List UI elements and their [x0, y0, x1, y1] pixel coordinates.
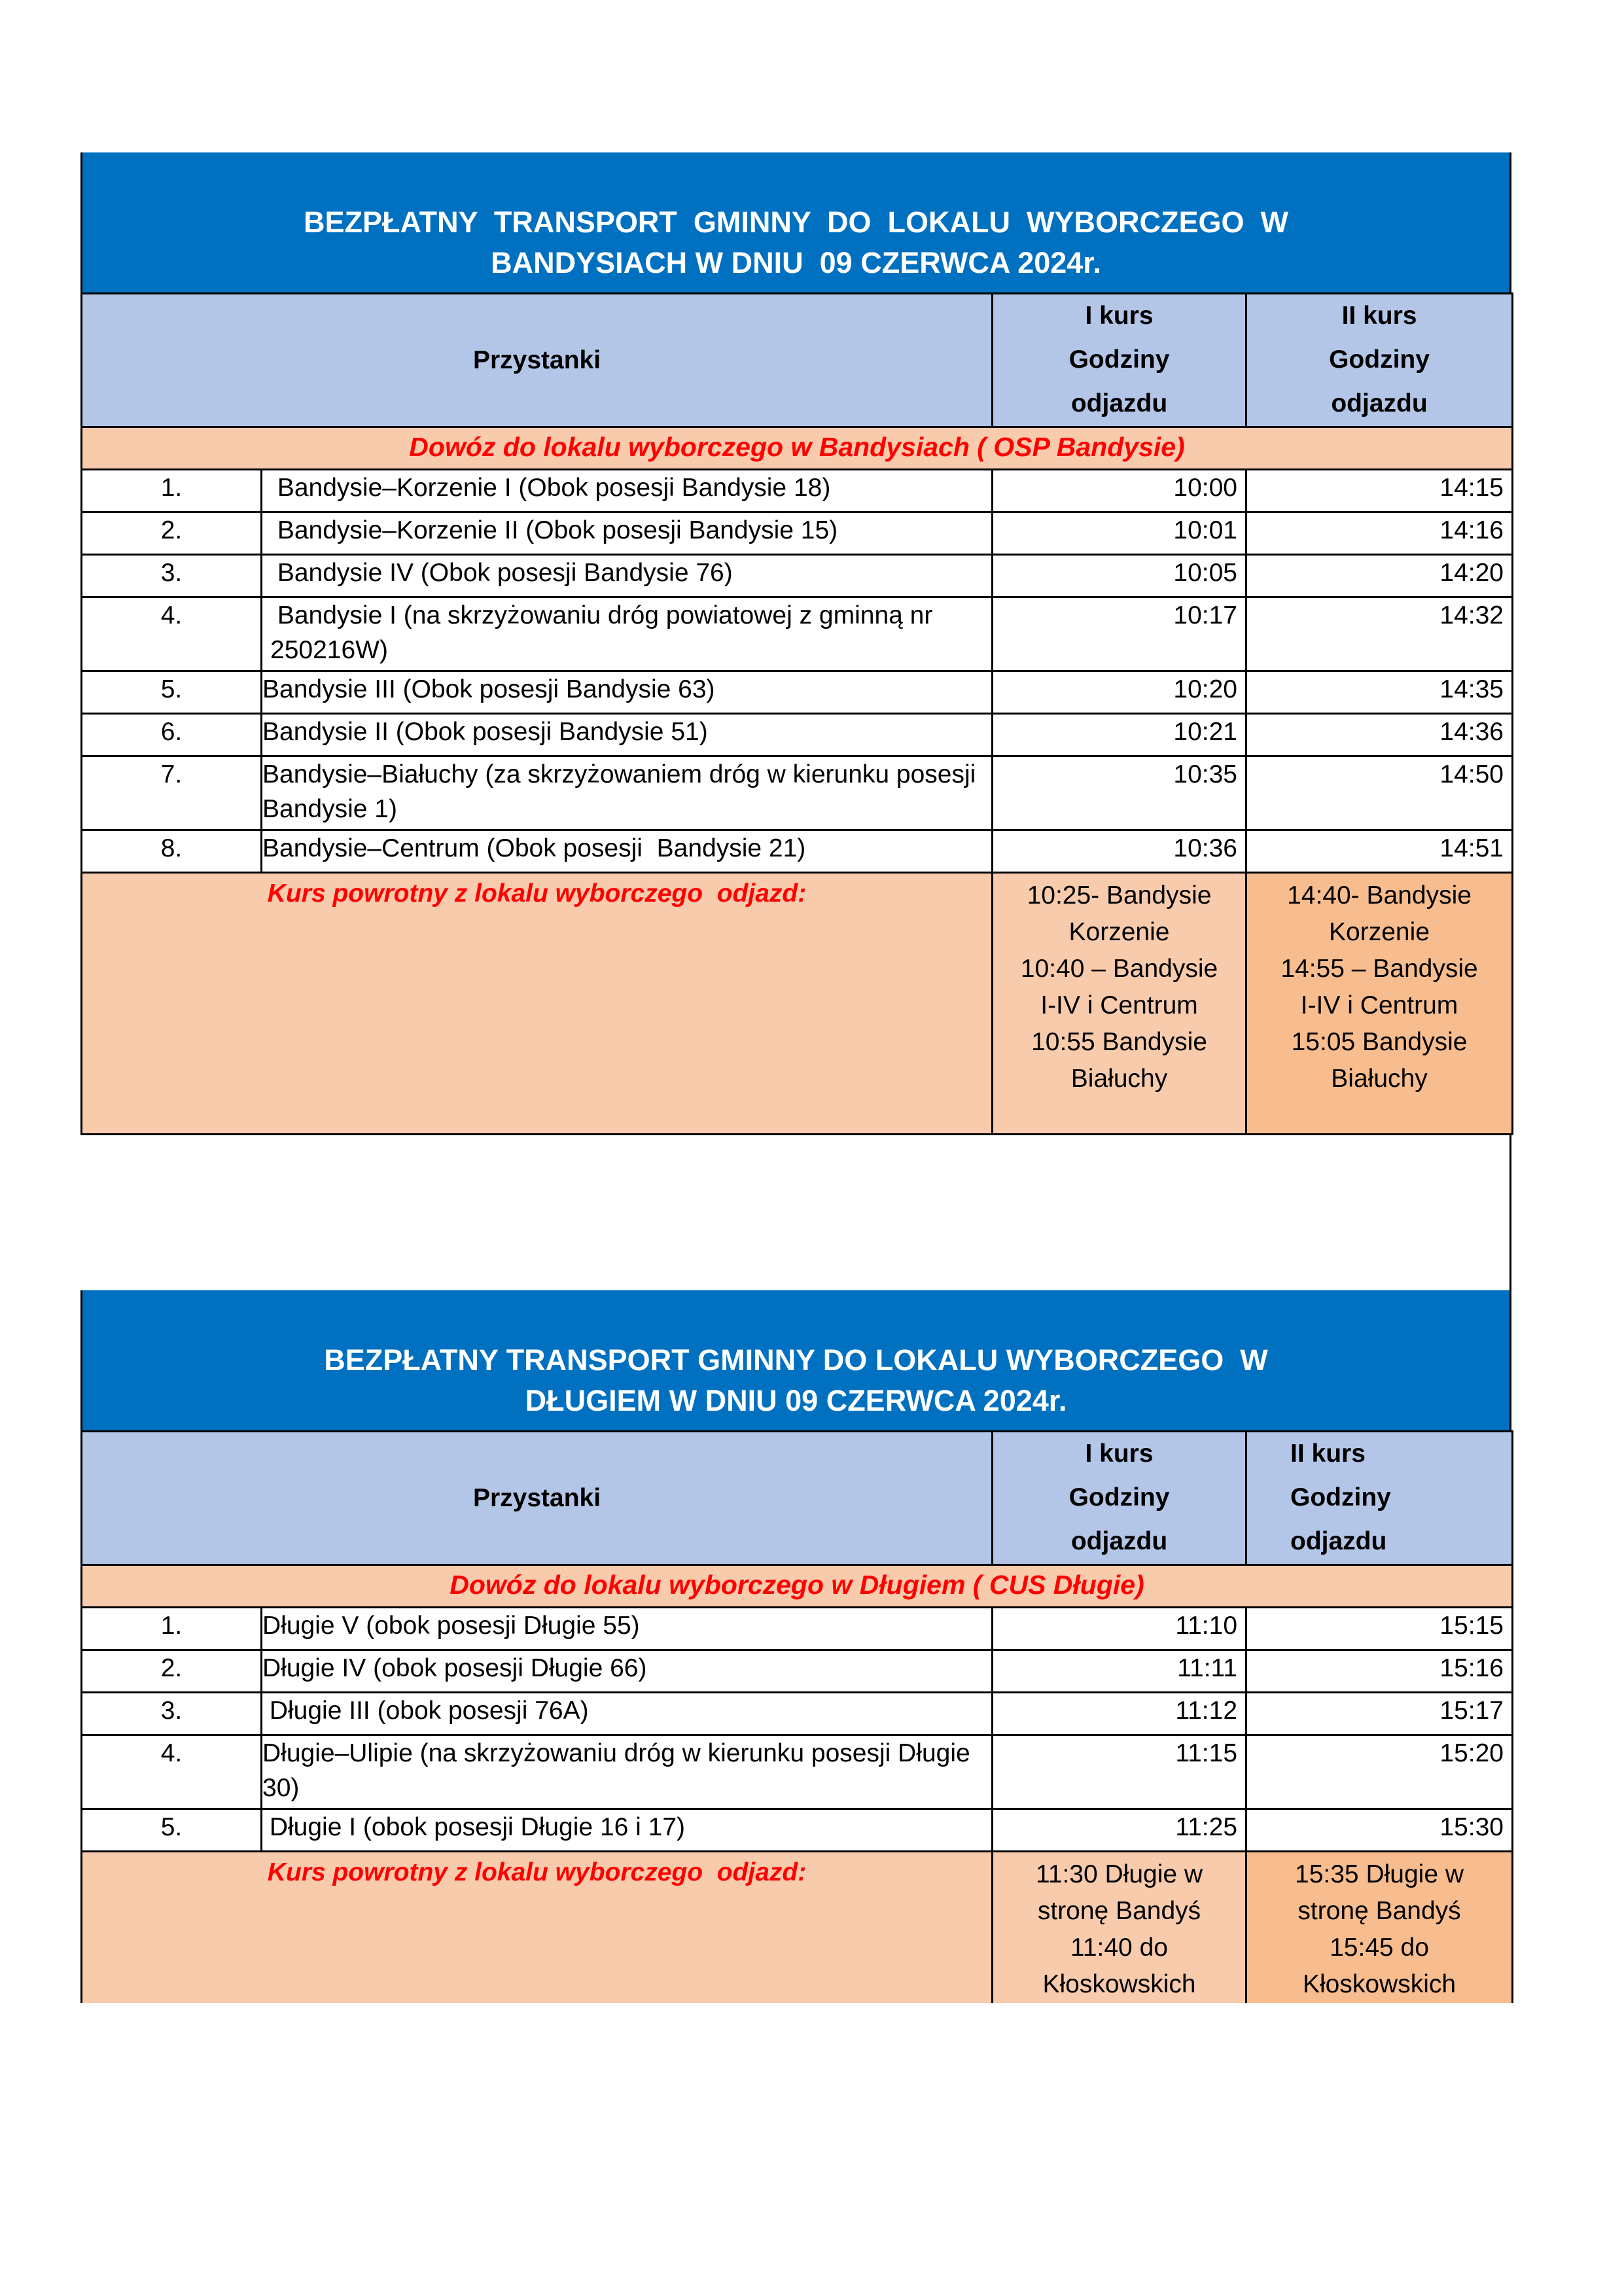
return-label: Kurs powrotny z lokalu wyborczego odjazd:	[82, 873, 993, 1135]
header-stops: Przystanki	[82, 294, 993, 427]
table-title	[80, 152, 1511, 292]
stop-number: 1.	[82, 470, 262, 512]
stop-name: Bandysie IV (Obok posesji Bandysie 76)	[262, 555, 993, 597]
stop-name: Długie III (obok posesji 76A)	[262, 1693, 993, 1735]
time-course-1: 11:12	[993, 1693, 1246, 1735]
stop-name: Bandysie–Białuchy (za skrzyżowaniem dróg w kierunku posesji Bandysie 1)	[262, 756, 993, 830]
stop-number: 6.	[82, 714, 262, 756]
return-line: Korzenie	[1068, 918, 1170, 946]
return-line: 15:35 Długie w	[1295, 1860, 1464, 1888]
title-line-1: BEZPŁATNY TRANSPORT GMINNY DO LOKALU WYBORCZEGO W	[304, 205, 1288, 239]
table-row	[82, 671, 1513, 714]
time-course-2: 14:51	[1246, 830, 1513, 873]
return-times-course-2	[1246, 873, 1513, 1135]
header-course-2-line: Godziny	[1290, 1483, 1391, 1511]
table-row	[82, 470, 1513, 512]
return-line: Kłoskowskich	[1302, 1970, 1456, 1998]
return-line: I-IV i Centrum	[1040, 991, 1198, 1019]
header-course-2	[1246, 1432, 1513, 1565]
return-line: 10:25- Bandysie	[1027, 881, 1212, 910]
time-course-1: 11:10	[993, 1608, 1246, 1650]
stop-name: Bandysie I (na skrzyżowaniu dróg powiatowej z gminną nr 250216W)	[262, 597, 993, 671]
stop-number: 2.	[82, 512, 262, 555]
stop-name: Długie V (obok posesji Długie 55)	[262, 1608, 993, 1650]
stop-number: 4.	[82, 1735, 262, 1809]
stop-name: Bandysie II (Obok posesji Bandysie 51)	[262, 714, 993, 756]
time-course-2: 15:17	[1246, 1693, 1513, 1735]
title-line-2: DŁUGIEM W DNIU 09 CZERWCA 2024r.	[525, 1384, 1067, 1417]
return-line: 15:05 Bandysie	[1291, 1028, 1468, 1056]
schedule-dlugie	[80, 1290, 1511, 2003]
return-times-course-2	[1246, 1852, 1513, 2004]
header-course-2	[1246, 294, 1513, 427]
return-line: Białuchy	[1070, 1065, 1168, 1093]
table-row	[82, 512, 1513, 555]
return-line: 14:40- Bandysie	[1287, 881, 1472, 910]
section-row	[82, 1565, 1513, 1608]
time-course-1: 10:20	[993, 671, 1246, 714]
time-course-2: 15:16	[1246, 1650, 1513, 1693]
time-course-1: 10:05	[993, 555, 1246, 597]
stop-name: Bandysie–Centrum (Obok posesji Bandysie 21)	[262, 830, 993, 873]
stop-name: Bandysie III (Obok posesji Bandysie 63)	[262, 671, 993, 714]
stop-number: 3.	[82, 1693, 262, 1735]
header-course-2-line: odjazdu	[1290, 1527, 1387, 1555]
table-row	[82, 1650, 1513, 1693]
schedule-table	[80, 1430, 1513, 2003]
time-course-2: 14:32	[1246, 597, 1513, 671]
time-course-1: 10:00	[993, 470, 1246, 512]
table-row	[82, 597, 1513, 671]
time-course-2: 14:35	[1246, 671, 1513, 714]
time-course-2: 15:15	[1246, 1608, 1513, 1650]
time-course-1: 10:21	[993, 714, 1246, 756]
return-row	[82, 873, 1513, 1135]
section-label: Dowóz do lokalu wyborczego w Długiem ( CUS Długie)	[82, 1565, 1513, 1608]
schedule-bandysie	[80, 152, 1511, 1290]
return-label: Kurs powrotny z lokalu wyborczego odjazd:	[82, 1852, 993, 2004]
return-line: 14:55 – Bandysie	[1280, 955, 1478, 983]
time-course-1: 10:01	[993, 512, 1246, 555]
stop-number: 4.	[82, 597, 262, 671]
time-course-1: 11:15	[993, 1735, 1246, 1809]
return-row	[82, 1852, 1513, 2004]
return-line: Korzenie	[1329, 918, 1430, 946]
time-course-1: 10:17	[993, 597, 1246, 671]
return-line: stronę Bandyś	[1297, 1897, 1461, 1925]
time-course-2: 14:50	[1246, 756, 1513, 830]
stop-name: Długie IV (obok posesji Długie 66)	[262, 1650, 993, 1693]
time-course-2: 14:20	[1246, 555, 1513, 597]
header-course-2-line: Godziny	[1329, 345, 1430, 374]
stop-number: 1.	[82, 1608, 262, 1650]
table-spacer	[80, 1135, 1511, 1290]
return-times-course-1	[993, 1852, 1246, 2004]
table-row	[82, 1693, 1513, 1735]
table-row	[82, 555, 1513, 597]
section-row	[82, 427, 1513, 470]
stop-name: Długie–Ulipie (na skrzyżowaniu dróg w kierunku posesji Długie 30)	[262, 1735, 993, 1809]
time-course-2: 14:16	[1246, 512, 1513, 555]
table-row	[82, 756, 1513, 830]
time-course-2: 14:15	[1246, 470, 1513, 512]
time-course-1: 11:25	[993, 1809, 1246, 1852]
header-course-1-line: Godziny	[1068, 1483, 1170, 1511]
table-row	[82, 1809, 1513, 1852]
time-course-2: 15:30	[1246, 1809, 1513, 1852]
return-line: 10:55 Bandysie	[1031, 1028, 1207, 1056]
stop-number: 5.	[82, 671, 262, 714]
header-course-1-line: Godziny	[1068, 345, 1170, 374]
time-course-1: 10:35	[993, 756, 1246, 830]
table-row	[82, 1735, 1513, 1809]
title-line-2: BANDYSIACH W DNIU 09 CZERWCA 2024r.	[491, 246, 1101, 279]
return-line: 11:40 do	[1070, 1934, 1168, 1962]
stop-name: Długie I (obok posesji Długie 16 i 17)	[262, 1809, 993, 1852]
table-row	[82, 714, 1513, 756]
stop-number: 8.	[82, 830, 262, 873]
header-row	[82, 294, 1513, 427]
table-row	[82, 1608, 1513, 1650]
schedule-table	[80, 292, 1513, 1135]
header-course-1-line: I kurs	[1085, 1439, 1154, 1468]
return-line: stronę Bandyś	[1037, 1897, 1201, 1925]
header-course-2-line: odjazdu	[1331, 389, 1428, 417]
return-line: 15:45 do	[1330, 1934, 1429, 1962]
table-title	[80, 1290, 1511, 1430]
stop-number: 2.	[82, 1650, 262, 1693]
stop-number: 5.	[82, 1809, 262, 1852]
stop-number: 3.	[82, 555, 262, 597]
return-line: 10:40 – Bandysie	[1020, 955, 1218, 983]
time-course-2: 15:20	[1246, 1735, 1513, 1809]
section-label: Dowóz do lokalu wyborczego w Bandysiach ( OSP Bandysie)	[82, 427, 1513, 470]
return-line: I-IV i Centrum	[1300, 991, 1458, 1019]
return-line: Kłoskowskich	[1042, 1970, 1196, 1998]
header-course-1-line: odjazdu	[1070, 389, 1168, 417]
time-course-2: 14:36	[1246, 714, 1513, 756]
stop-name: Bandysie–Korzenie I (Obok posesji Bandysie 18)	[262, 470, 993, 512]
stop-name: Bandysie–Korzenie II (Obok posesji Bandysie 15)	[262, 512, 993, 555]
time-course-1: 10:36	[993, 830, 1246, 873]
title-line-1: BEZPŁATNY TRANSPORT GMINNY DO LOKALU WYBORCZEGO W	[324, 1343, 1268, 1377]
return-line: 11:30 Długie w	[1035, 1860, 1203, 1888]
stop-number: 7.	[82, 756, 262, 830]
return-times-course-1	[993, 873, 1246, 1135]
time-course-1: 11:11	[993, 1650, 1246, 1693]
header-course-2-line: II kurs	[1341, 302, 1417, 330]
header-course-2-line: II kurs	[1290, 1439, 1366, 1468]
header-course-1	[993, 1432, 1246, 1565]
return-line: Białuchy	[1331, 1065, 1428, 1093]
header-row	[82, 1432, 1513, 1565]
header-course-1-line: I kurs	[1085, 302, 1154, 330]
table-row	[82, 830, 1513, 873]
header-course-1	[993, 294, 1246, 427]
header-course-1-line: odjazdu	[1070, 1527, 1168, 1555]
header-stops: Przystanki	[82, 1432, 993, 1565]
